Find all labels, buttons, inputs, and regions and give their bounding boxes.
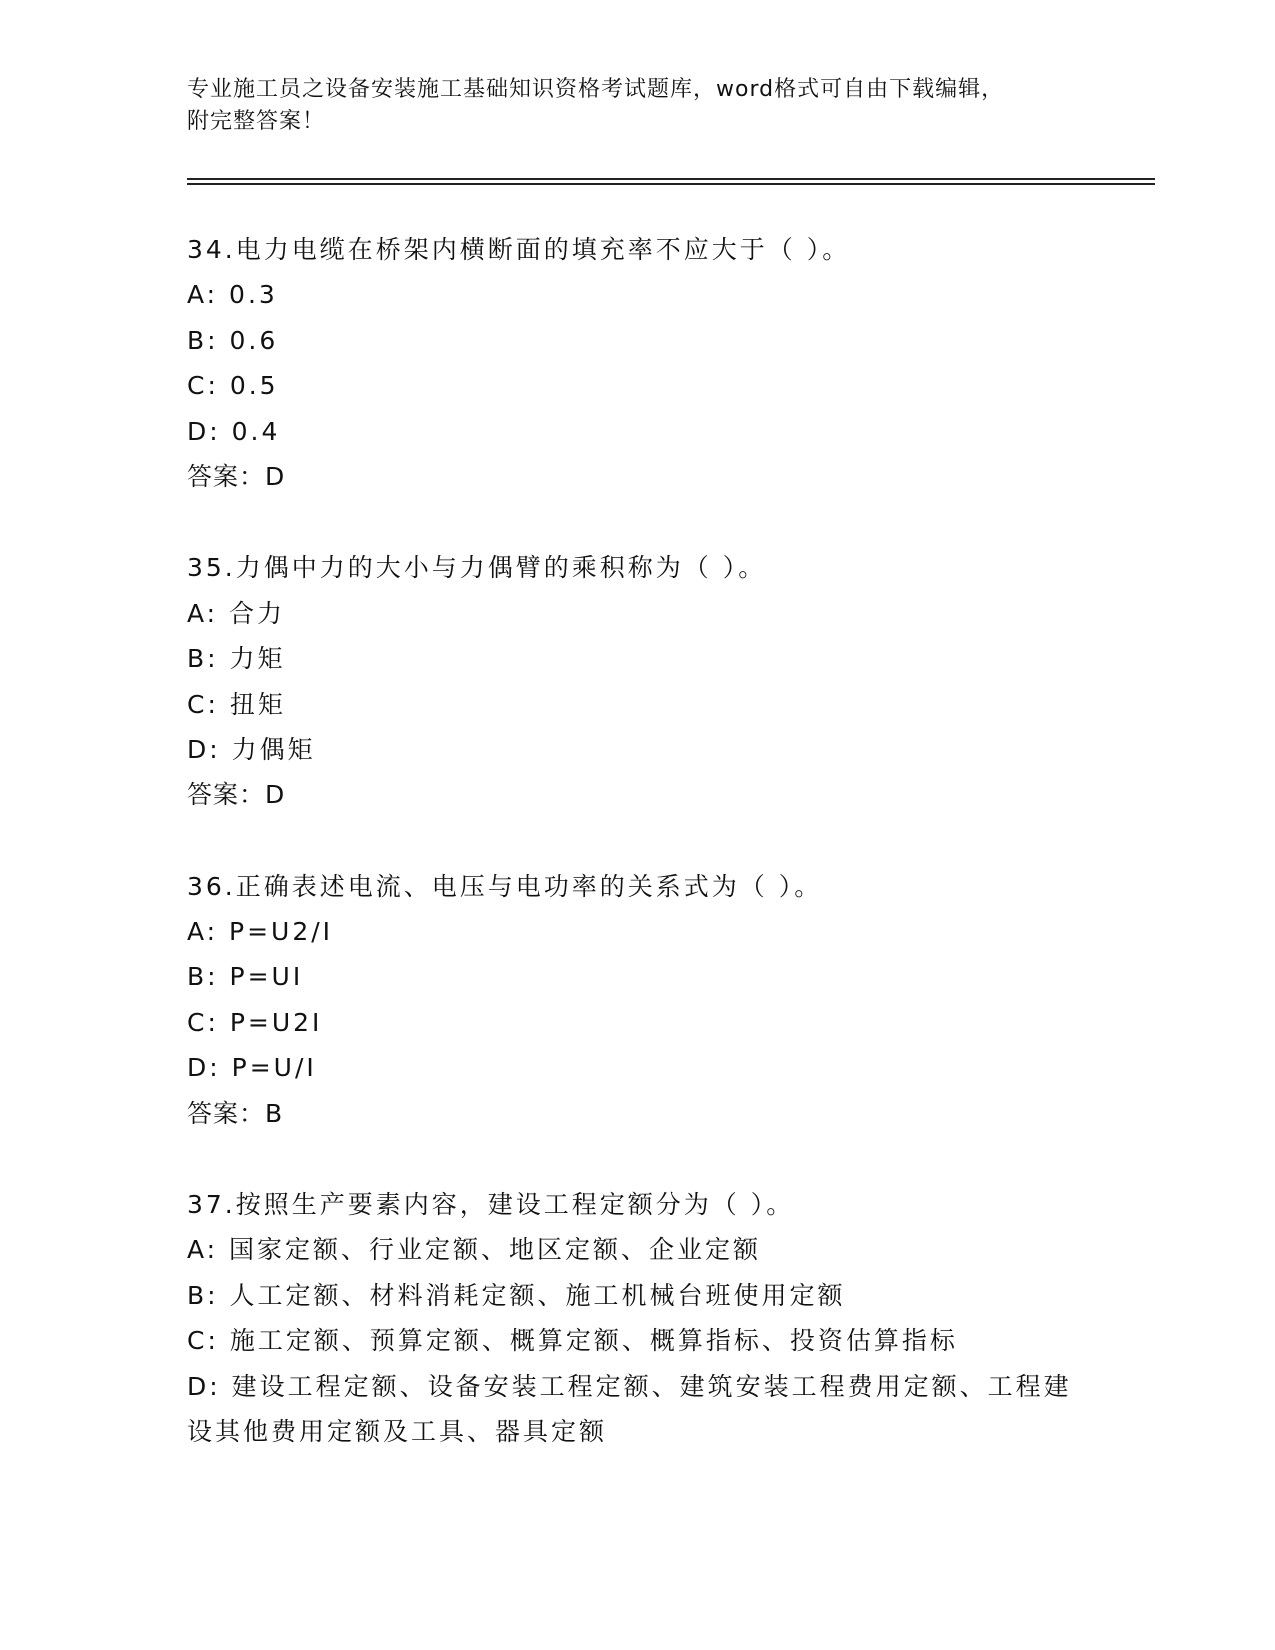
option-a: A: 0.3 — [187, 280, 278, 310]
option-b: B: P=UI — [187, 962, 304, 992]
option-a: A: P=U2/I — [187, 917, 334, 947]
question-stem: 34.电力电缆在桥架内横断面的填充率不应大于（ ）。 — [187, 235, 851, 264]
option-c: C: 0.5 — [187, 371, 279, 401]
document-header — [187, 74, 1077, 138]
option-d: D: P=U/I — [187, 1053, 317, 1083]
question-list — [187, 227, 1087, 1454]
option-d: D: 力偶矩 — [187, 734, 316, 764]
option-c: C: 施工定额、预算定额、概算定额、概算指标、投资估算指标 — [187, 1326, 958, 1356]
option-d: D: 建设工程定额、设备安装工程定额、建筑安装工程费用定额、工程建设其他费用定额及工具、器具定额 — [187, 1371, 1072, 1446]
question-34 — [187, 227, 1087, 499]
option-b: B: 人工定额、材料消耗定额、施工机械台班使用定额 — [187, 1280, 846, 1310]
answer: 答案：D — [187, 461, 286, 491]
answer: 答案：D — [187, 780, 286, 810]
option-b: B: 0.6 — [187, 325, 279, 355]
option-c: C: 扭矩 — [187, 689, 286, 719]
question-stem: 35.力偶中力的大小与力偶臂的乘积称为（ ）。 — [187, 553, 767, 583]
option-d: D: 0.4 — [187, 416, 281, 446]
header-rule-bottom — [187, 183, 1155, 185]
question-36 — [187, 864, 1087, 1136]
option-c: C: P=U2I — [187, 1007, 323, 1037]
question-stem: 36.正确表述电流、电压与电功率的关系式为（ ）。 — [187, 871, 823, 901]
header-line-2: 附完整答案！ — [187, 109, 326, 134]
header-line-1: 专业施工员之设备安装施工基础知识资格考试题库，word格式可自由下载编辑， — [187, 77, 1005, 102]
question-35 — [187, 545, 1087, 817]
question-stem: 37.按照生产要素内容，建设工程定额分为（ ）。 — [187, 1190, 795, 1220]
answer: 答案：B — [187, 1098, 284, 1128]
option-a: A: 国家定额、行业定额、地区定额、企业定额 — [187, 1235, 762, 1265]
option-a: A: 合力 — [187, 598, 286, 628]
header-rule-top — [187, 178, 1155, 180]
option-b: B: 力矩 — [187, 644, 286, 674]
question-37 — [187, 1182, 1087, 1454]
